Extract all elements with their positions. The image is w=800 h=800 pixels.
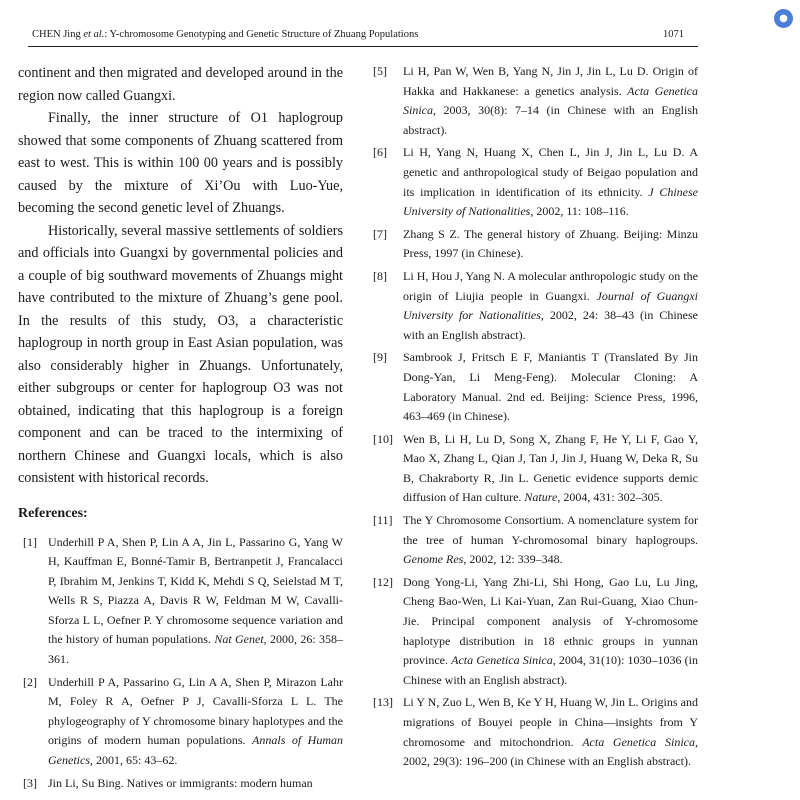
- reference-text: Li H, Pan W, Wen B, Yang N, Jin J, Jin L, Lu D. Origin of Hakka and Hakkanese: a genetics analysis.: [403, 64, 698, 98]
- reference-body: [48, 774, 343, 794]
- reference-item: [373, 573, 698, 691]
- running-title: [32, 27, 418, 43]
- reference-body: [403, 573, 698, 691]
- reference-details: , 2004, 431: 302–305.: [557, 490, 663, 505]
- reference-body: [48, 533, 343, 670]
- reference-number: [10]: [373, 431, 393, 446]
- reference-item: [373, 267, 698, 345]
- reference-details: , 2002, 24: 38–43 (in Chinese with an English abstract).: [403, 308, 698, 342]
- reference-text: The Y Chromosome Consortium. A nomenclature system for the tree of human Y-chromosomal binary haplogroups.: [403, 513, 698, 547]
- reference-text: Sambrook J, Fritsch E F, Maniantis T (Translated By Jin Dong-Yan, Li Meng-Feng). Molecular Cloning: A Laboratory Manual. 2nd ed. Beijing: Science Press, 1996, 463–469 (in Chinese).: [403, 350, 698, 424]
- page-number: 1071: [663, 29, 684, 40]
- reference-number: [12]: [373, 574, 393, 589]
- reference-number: [7]: [373, 226, 387, 241]
- references-list-right: [373, 62, 698, 772]
- reference-item: [373, 348, 698, 426]
- reference-body: [403, 267, 698, 345]
- reference-journal: Journal of Guangxi University for Nationalities: [403, 288, 698, 323]
- references-list-left: [18, 533, 343, 794]
- reference-journal: Annals of Human Genetics: [48, 733, 344, 768]
- reference-number: [11]: [373, 513, 393, 528]
- reference-body: [403, 511, 698, 570]
- reference-journal: J Chinese University of Nationalities: [403, 184, 698, 219]
- reference-body: [403, 693, 698, 771]
- reference-text: Dong Yong-Li, Yang Zhi-Li, Shi Hong, Gao Lu, Lu Jing, Cheng Bao-Wen, Li Kai-Yuan, Zan Rui-Guang, Xiao Chun-Jie. Principal component analysis of Y-chromosome haplotype distribution in 18 ethnic groups in yunnan province.: [403, 574, 698, 668]
- reference-body: [403, 225, 698, 264]
- running-header: [28, 26, 698, 47]
- reference-details: , 2002, 29(3): 196–200 (in Chinese with an English abstract).: [403, 734, 698, 769]
- reference-number: [9]: [373, 350, 387, 365]
- reference-body: [403, 143, 698, 221]
- reference-number: [1]: [23, 534, 37, 549]
- reference-text: Li H, Hou J, Yang N. A molecular anthropologic study on the origin of Liujia people in Guangxi.: [403, 268, 698, 303]
- reference-details: , 2003, 30(8): 7–14 (in Chinese with an English abstract).: [403, 103, 698, 137]
- reference-body: [48, 673, 343, 771]
- reference-journal: Nat Genet: [214, 632, 264, 647]
- reference-body: [403, 62, 698, 140]
- title-text: : Y-chromosome Genotyping and Genetic Structure of Zhuang Populations: [104, 29, 419, 40]
- left-column: [18, 62, 343, 796]
- reference-journal: Acta Genetica Sinica: [403, 83, 698, 118]
- reference-details: , 2004, 31(10): 1030–1036 (in Chinese with an English abstract).: [403, 653, 699, 687]
- reference-item: [373, 62, 698, 140]
- reference-journal: Nature: [524, 490, 558, 505]
- right-column: [373, 62, 698, 775]
- reference-text: Zhang S Z. The general history of Zhuang. Beijing: Minzu Press, 1997 (in Chinese).: [403, 226, 698, 261]
- reference-details: , 2001, 65: 43–62.: [89, 753, 178, 768]
- reference-item: [18, 533, 343, 670]
- reference-text: Wen B, Li H, Lu D, Song X, Zhang F, He Y, Li F, Gao Y, Mao X, Zhang L, Qian J, Tan J, Jin J, Huang W, Deka R, Su B, Chakraborty R, Jin L. Genetic evidence supports demic diffusion of Han culture.: [403, 431, 698, 505]
- reference-journal: Genome Res: [403, 552, 464, 567]
- reference-item: [18, 774, 343, 794]
- reference-item: [373, 511, 698, 570]
- reference-details: , 2002, 12: 339–348.: [463, 552, 563, 567]
- reference-number: [3]: [23, 775, 37, 790]
- reference-text: Li Y N, Zuo L, Wen B, Ke Y H, Huang W, Jin L. Origins and migrations of Bouyei people in China—insights from Y chromosome and mitochondrion.: [403, 695, 698, 749]
- reference-journal: Acta Genetica Sinica: [451, 653, 553, 668]
- reference-details: , 2000, 26: 358–361.: [48, 632, 343, 667]
- reference-item: [18, 673, 343, 771]
- reference-text: Underhill P A, Passarino G, Lin A A, Shen P, Mirazon Lahr M, Foley R A, Oefner P J, Cavalli-Sforza L L. The phylogeography of Y chromosome binary haplotypes and the origins of modern human populations.: [48, 674, 343, 748]
- reference-text: Li H, Yang N, Huang X, Chen L, Jin J, Jin L, Lu D. A genetic and anthropological study of Beigao population and its implication in identification of its ethnicity.: [403, 145, 698, 199]
- reference-body: [403, 430, 698, 508]
- paragraph-o1-structure: Finally, the inner structure of O1 haplogroup showed that some components of Zhuang scattered from east to west. This is within 100 00 years and is possibly caused by the mixture of Xi’Ou with Luo-Yue, becoming the second genetic level of Zhuangs.: [18, 110, 343, 216]
- paragraph-historical: Historically, several massive settlements of soldiers and officials into Guangxi by governmental policies and a couple of big southward movements of Zhuangs might have contributed to the mixture of Zhuang’s gene pool. In the results of this study, O3, a characteristic haplogroup in north group in East Asian population, was also considerably higher in Zhuangs. Unfortunately, either subgroups or center for haplogroup O3 was not obtained, indicating that this haplogroup is a foreign component and can be traced to the intermixing of northern Chinese and Guangxi locals, which is also consistent with historical records.: [18, 222, 343, 486]
- reference-item: [373, 143, 698, 221]
- title-authors: CHEN Jing: [32, 29, 84, 40]
- reference-item: [373, 430, 698, 508]
- reference-journal: Acta Genetica Sinica: [582, 734, 695, 749]
- references-heading: References:: [18, 505, 88, 521]
- circle-badge-icon[interactable]: ●: [774, 9, 793, 28]
- reference-number: [6]: [373, 145, 387, 160]
- reference-text: Underhill P A, Shen P, Lin A A, Jin L, Passarino G, Yang W H, Kauffman E, Bonné-Tamir B, Bertranpetit J, Francalacci P, Ibrahim M, Jenkins T, Kidd K, Mehdi S Q, Seielstad M T, Wells R S, Piazza A, Davis R W, Feldman M W, Cavalli-Sforza L L, Oefner P. Y chromosome sequence variation and the history of human populations.: [48, 534, 343, 647]
- reference-number: [13]: [373, 695, 393, 710]
- title-etal: et al.: [83, 29, 105, 40]
- reference-number: [2]: [23, 674, 37, 689]
- reference-details: , 2002, 11: 108–116.: [530, 204, 629, 219]
- reference-number: [5]: [373, 64, 387, 78]
- reference-text: Jin Li, Su Bing. Natives or immigrants: modern human: [48, 775, 313, 790]
- reference-body: [403, 348, 698, 426]
- reference-item: [373, 225, 698, 264]
- paragraph-continuation: continent and then migrated and developed around in the region now called Guangxi.: [18, 65, 343, 104]
- reference-number: [8]: [373, 268, 387, 283]
- reference-item: [373, 693, 698, 771]
